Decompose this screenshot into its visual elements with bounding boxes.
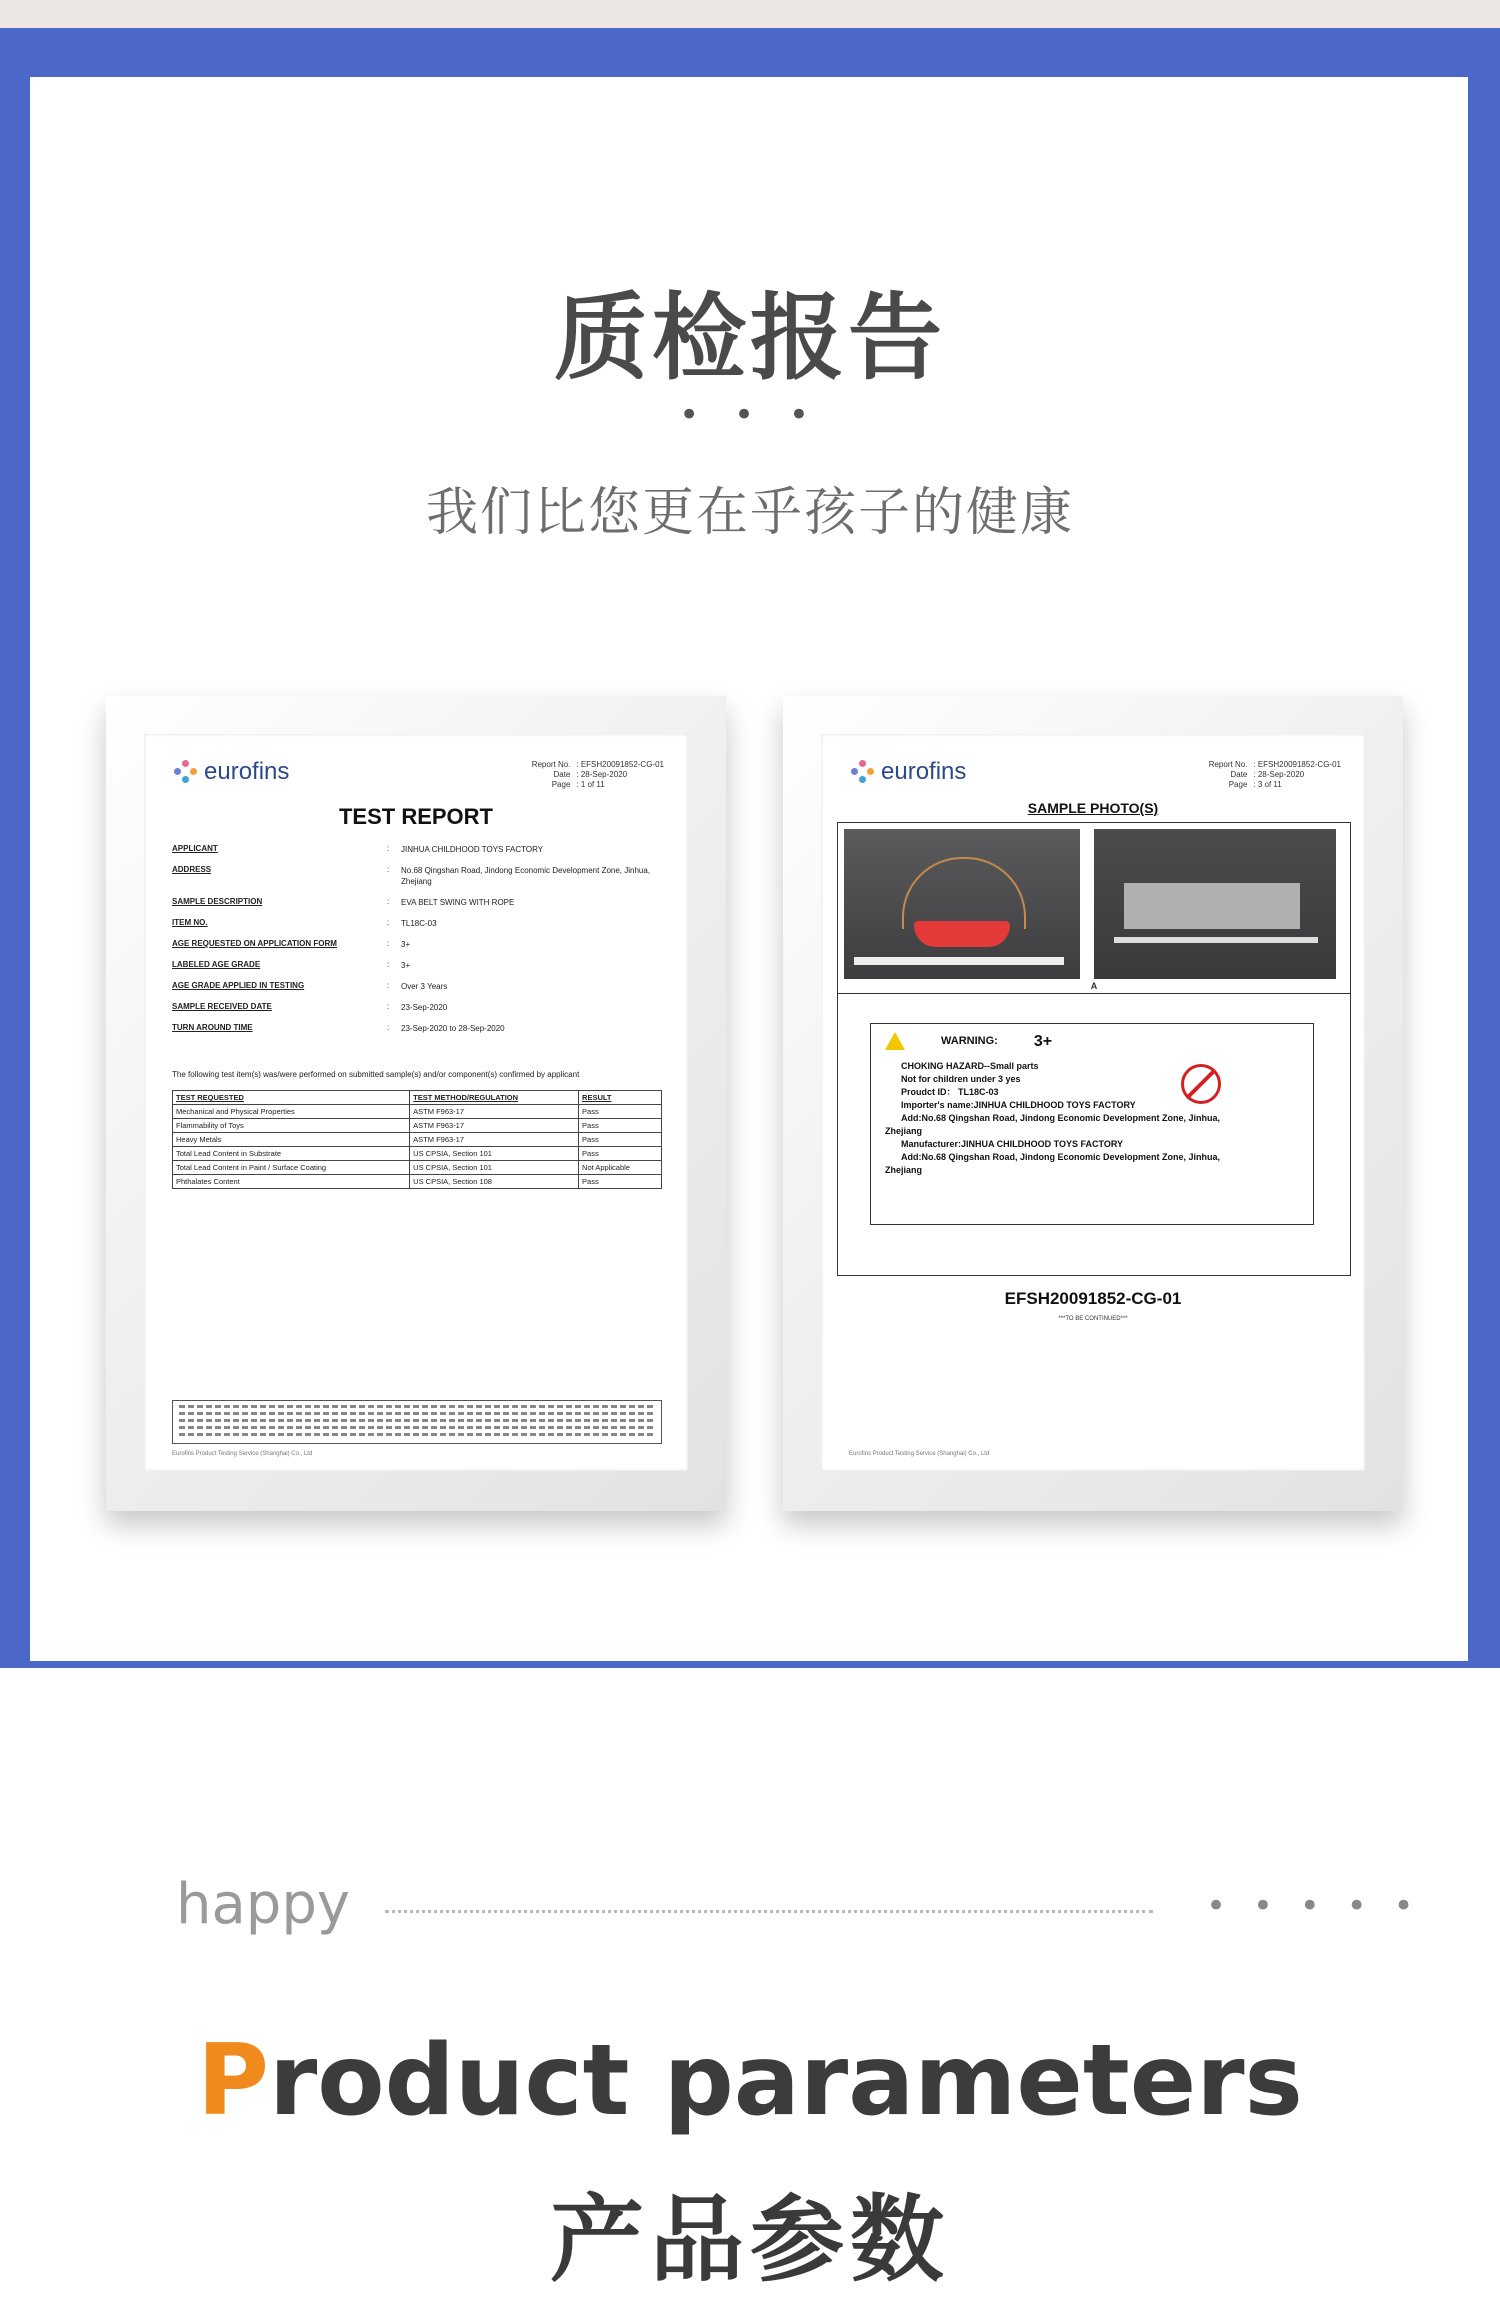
logo-text: eurofins [881,758,967,785]
field-label: LABELED AGE GRADE [172,960,261,969]
warning-line: Add:No.68 Qingshan Road, Jindong Economic Development Zone, Jinhua, [901,1152,1221,1162]
report-page: : 1 of 11 [576,780,605,789]
sample-photos-title: SAMPLE PHOTO(S) [1027,800,1159,816]
report-info [1199,760,1341,790]
strap-photo [1094,829,1336,979]
table-cell: Phthalates Content [173,1175,410,1189]
warning-line: Importer's name:JINHUA CHILDHOOD TOYS FACTORY [901,1100,1136,1110]
table-cell: Mechanical and Physical Properties [173,1105,410,1119]
field-row: ADDRESS : No.68 Qingshan Road, Jindong Economic Development Zone, Jinhua, Zhejiang [172,865,662,887]
table-cell: Pass [579,1133,662,1147]
eurofins-logo-icon [851,760,875,784]
strap-shape [1124,883,1300,929]
decor-dots: • • • • • [1206,1886,1422,1926]
table-cell: US CPSIA, Section 101 [410,1161,579,1175]
field-value: JINHUA CHILDHOOD TOYS FACTORY [401,845,544,854]
warning-title: WARNING: [941,1034,998,1047]
title-dots: • • • [679,395,821,435]
certificate-footer: Eurofins Product Testing Service (Shanghai) Co., Ltd [849,1451,990,1457]
date-label: Date [1230,770,1248,779]
title-initial: P [197,2024,269,2138]
warning-line: Not for children under 3 yes [901,1074,1021,1084]
swing-seat-shape [914,921,1010,947]
certificate-test-report [106,696,726,1511]
report-date: : 28-Sep-2020 [1253,770,1305,779]
field-label: ITEM NO. [172,918,208,927]
field-row: ITEM NO. : TL18C-03 [172,918,662,929]
report-reference: EFSH20091852-CG-01 [1004,1289,1182,1308]
report-info [522,760,664,790]
report-no: : EFSH20091852-CG-01 [1253,760,1341,769]
test-report-title: TEST REPORT [338,804,493,829]
warning-triangle-icon [885,1032,905,1050]
certificate-sample-photos [783,696,1403,1511]
warning-line: Manufacturer:JINHUA CHILDHOOD TOYS FACTORY [901,1139,1124,1149]
warning-line: Proudct ID： TL18C-03 [901,1087,999,1097]
field-label: ADDRESS [172,865,212,874]
date-label: Date [553,770,571,779]
section-title: 质检报告 [553,284,946,393]
table-row [173,1133,662,1147]
table-cell: Not Applicable [579,1161,662,1175]
table-cell: Pass [579,1147,662,1161]
field-row: LABELED AGE GRADE : 3+ [172,960,662,971]
table-cell: US CPSIA, Section 108 [410,1175,579,1189]
warning-header [885,1032,1052,1050]
field-value: 3+ [401,961,411,970]
warning-line: Zhejiang [885,1126,923,1136]
table-row [173,1105,662,1119]
table-cell: Flammability of Toys [173,1119,410,1133]
happy-script: happy [176,1872,351,1937]
report-no-label: Report No. [1208,760,1248,769]
test-results-table [172,1090,662,1189]
table-header-row [173,1091,662,1105]
photo-label: A [1090,981,1098,991]
divider [838,993,1350,994]
field-value: 23-Sep-2020 to 28-Sep-2020 [401,1024,505,1033]
product-parameters-title [0,2024,1500,2138]
field-row: AGE GRADE APPLIED IN TESTING : Over 3 Years [172,981,662,992]
field-label: AGE REQUESTED ON APPLICATION FORM [172,939,337,948]
disclaimer-box [172,1400,662,1444]
warning-lines [885,1060,1305,1177]
ruler-shape [854,957,1064,965]
table-cell: ASTM F963-17 [410,1133,579,1147]
table-cell: ASTM F963-17 [410,1105,579,1119]
sample-photo-box [837,822,1351,1276]
eurofins-logo-icon [174,760,198,784]
report-fields [172,844,662,1044]
warning-line: Add:No.68 Qingshan Road, Jindong Economic Development Zone, Jinhua, [901,1113,1221,1123]
field-label: APPLICANT [172,844,218,853]
table-row [173,1175,662,1189]
title-rest: roduct parameters [268,2024,1303,2138]
certificate-paper [144,734,688,1471]
ruler-shape [1114,937,1318,943]
field-row: SAMPLE DESCRIPTION : EVA BELT SWING WITH ROPE [172,897,662,908]
report-no-label: Report No. [531,760,571,769]
field-label: TURN AROUND TIME [172,1023,253,1032]
continued-note: ***TO BE CONTINUED*** [1058,1316,1128,1322]
report-date: : 28-Sep-2020 [576,770,628,779]
field-value: Over 3 Years [401,982,448,991]
report-no: : EFSH20091852-CG-01 [576,760,664,769]
table-cell: Total Lead Content in Substrate [173,1147,410,1161]
top-strip [0,0,1500,28]
field-value: 3+ [401,940,411,949]
table-cell: US CPSIA, Section 101 [410,1147,579,1161]
field-value: EVA BELT SWING WITH ROPE [401,898,515,907]
warning-line: CHOKING HAZARD--Small parts [901,1061,1039,1071]
field-row: AGE REQUESTED ON APPLICATION FORM : 3+ [172,939,662,950]
field-value: TL18C-03 [401,919,437,928]
field-row: APPLICANT : JINHUA CHILDHOOD TOYS FACTORY [172,844,662,855]
warning-label [870,1023,1314,1225]
field-label: SAMPLE RECEIVED DATE [172,1002,272,1011]
dotted-divider [385,1910,1153,1913]
table-cell: Pass [579,1175,662,1189]
field-row: SAMPLE RECEIVED DATE : 23-Sep-2020 [172,1002,662,1013]
field-value: 23-Sep-2020 [401,1003,448,1012]
certificate-paper [821,734,1365,1471]
field-label: SAMPLE DESCRIPTION [172,897,263,906]
field-label: AGE GRADE APPLIED IN TESTING [172,981,305,990]
report-page: : 3 of 11 [1253,780,1282,789]
swing-photo [844,829,1080,979]
table-cell: ASTM F963-17 [410,1119,579,1133]
table-header: RESULT [579,1091,662,1105]
product-parameters-title-cn: 产品参数 [549,2186,950,2295]
warning-age: 3+ [1033,1032,1053,1050]
certificate-footer: Eurofins Product Testing Service (Shanghai) Co., Ltd [172,1451,313,1457]
table-cell: Pass [579,1119,662,1133]
table-header: TEST METHOD/REGULATION [410,1091,579,1105]
table-cell: Heavy Metals [173,1133,410,1147]
page-label: Page [1228,780,1248,789]
eurofins-logo [851,758,966,786]
logo-text: eurofins [204,758,290,785]
table-header: TEST REQUESTED [173,1091,410,1105]
page-label: Page [551,780,571,789]
eurofins-logo [174,758,289,786]
test-note: The following test item(s) was/were performed on submitted sample(s) and/or component(s) confirmed by applicant [172,1070,580,1079]
table-row [173,1119,662,1133]
field-row: TURN AROUND TIME : 23-Sep-2020 to 28-Sep-2020 [172,1023,662,1034]
warning-line: Zhejiang [885,1165,923,1175]
table-cell: Pass [579,1105,662,1119]
table-row [173,1161,662,1175]
table-cell: Total Lead Content in Paint / Surface Coating [173,1161,410,1175]
table-row [173,1147,662,1161]
field-value: No.68 Qingshan Road, Jindong Economic Development Zone, Jinhua, Zhejiang [401,866,651,886]
rope-shape [902,857,1026,929]
section-subtitle: 我们比您更在乎孩子的健康 [425,483,1074,543]
